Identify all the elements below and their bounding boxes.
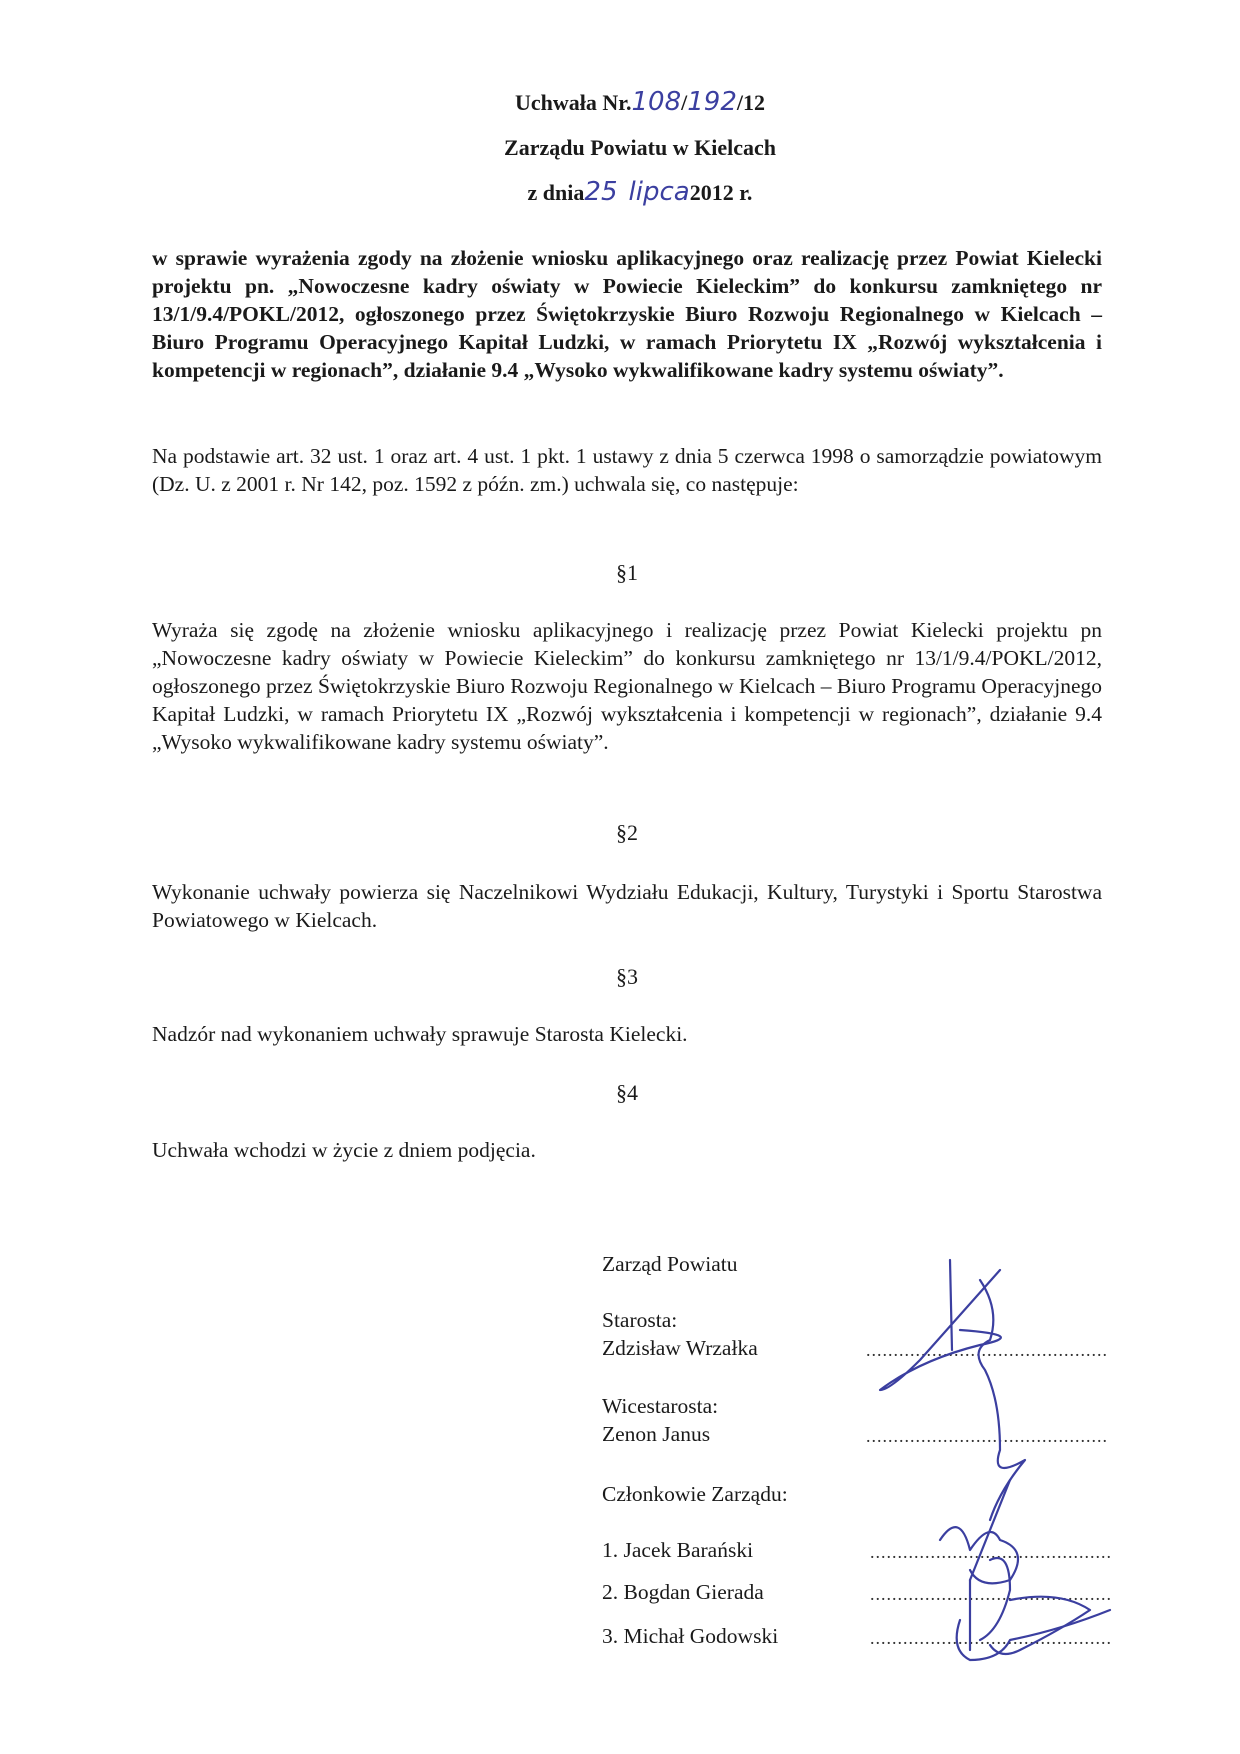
signature-wicestarosta bbox=[979, 1280, 1025, 1520]
resolution-date bbox=[440, 170, 840, 215]
wicestarosta-name: Zenon Janus bbox=[602, 1422, 711, 1446]
number-separator: / bbox=[681, 90, 688, 115]
signature-line-member-2: ............................................ bbox=[870, 1584, 1112, 1604]
members-label: Członkowie Zarządu: bbox=[602, 1482, 788, 1506]
wicestarosta-label: Wicestarosta: bbox=[602, 1394, 719, 1418]
signature-member-3 bbox=[957, 1610, 1110, 1660]
signature-line-starosta: ............................................ bbox=[866, 1340, 1108, 1360]
signature-line-member-1: ............................................ bbox=[870, 1542, 1112, 1562]
member-2-name: 2. Bogdan Gierada bbox=[602, 1580, 764, 1604]
number-prefix: Uchwała Nr. bbox=[514, 90, 632, 115]
section-2-text: Wykonanie uchwały powierza się Naczelnikowi Wydziału Edukacji, Kultury, Turystyki i Sportu Starostwa Powiatowego w Kielcach. bbox=[152, 880, 1102, 932]
handwritten-day: 25 bbox=[584, 177, 618, 207]
section-2-title: §2 bbox=[616, 820, 638, 845]
date-prefix: z dnia bbox=[527, 180, 585, 205]
handwritten-month: lipca bbox=[628, 177, 690, 207]
section-3-text: Nadzór nad wykonaniem uchwały sprawuje Starosta Kielecki. bbox=[152, 1022, 688, 1046]
resolution-header bbox=[440, 80, 840, 215]
signature-starosta bbox=[880, 1260, 1001, 1390]
resolution-number bbox=[440, 80, 840, 125]
board-title: Zarząd Powiatu bbox=[602, 1252, 738, 1276]
resolution-subject: w sprawie wyrażenia zgody na złożenie wniosku aplikacyjnego oraz realizację przez Powiat Kielecki projektu pn. „Nowoczesne kadry oświaty w Powiecie Kieleckim” do konkursu zamkniętego nr 13/1/9.4/POKL/2012, ogłoszonego przez Świętokrzyskie Biuro Rozwoju Regionalnego w Kielcach – Biuro Programu Operacyjnego Kapitał Ludzki, w ramach Priorytetu IX „Rozwój wykształcenia i kompetencji w regionach”, działanie 9.4 „Wysoko wykwalifikowane kadry systemu oświaty”. bbox=[152, 246, 1102, 382]
number-suffix: /12 bbox=[736, 90, 766, 115]
section-3-title: §3 bbox=[616, 964, 638, 989]
signature-member-2 bbox=[970, 1558, 1090, 1654]
handwritten-number: 108 bbox=[631, 87, 682, 117]
section-1-text: Wyraża się zgodę na złożenie wniosku aplikacyjnego i realizację przez Powiat Kielecki projektu pn „Nowoczesne kadry oświaty w Powiecie Kieleckim” do konkursu zamkniętego nr 13/1/9.4/POKL/2012, ogłoszonego przez Świętokrzyskie Biuro Rozwoju Regionalnego w Kielcach – Biuro Programu Operacyjnego Kapitał Ludzki, w ramach Priorytetu IX „Rozwój wykształcenia i kompetencji w regionach”, działanie 9.4 „Wysoko wykwalifikowane kadry systemu oświaty”. bbox=[152, 618, 1102, 754]
starosta-label: Starosta: bbox=[602, 1308, 678, 1332]
signature-member-1 bbox=[940, 1480, 1018, 1583]
starosta-name: Zdzisław Wrzałka bbox=[602, 1336, 758, 1360]
signature-line-member-3: ............................................ bbox=[870, 1628, 1112, 1648]
handwritten-signatures bbox=[860, 1250, 1140, 1670]
section-1-title: §1 bbox=[616, 560, 638, 585]
handwritten-number-2: 192 bbox=[687, 87, 737, 117]
section-4-title: §4 bbox=[616, 1080, 638, 1105]
section-4-text: Uchwała wchodzi w życie z dniem podjęcia. bbox=[152, 1138, 536, 1162]
member-3-name: 3. Michał Godowski bbox=[602, 1624, 779, 1648]
issuing-body: Zarządu Powiatu w Kielcach bbox=[504, 135, 776, 160]
member-1-name: 1. Jacek Barański bbox=[602, 1538, 754, 1562]
signature-line-wicestarosta: ............................................ bbox=[866, 1426, 1108, 1446]
legal-basis: Na podstawie art. 32 ust. 1 oraz art. 4 ust. 1 pkt. 1 ustawy z dnia 5 czerwca 1998 o samorządzie powiatowym (Dz. U. z 2001 r. Nr 142, poz. 1592 z późn. zm.) uchwala się, co następuje: bbox=[152, 444, 1102, 496]
date-suffix: 2012 r. bbox=[689, 180, 753, 205]
